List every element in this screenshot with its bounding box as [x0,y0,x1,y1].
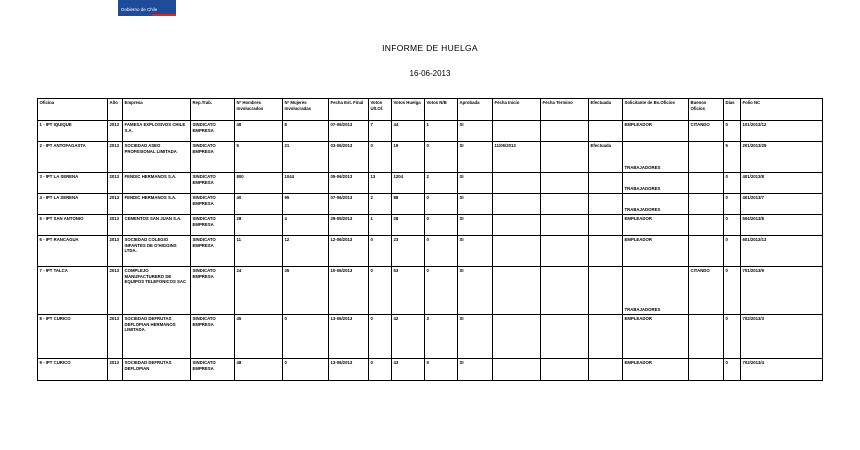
col-header: Rep.Trab. [191,99,235,121]
table-cell: 0 [283,359,329,381]
table-cell: 0 [724,215,741,236]
table-cell: SI [458,359,493,381]
table-cell [689,173,724,194]
table-cell: 2 [369,194,392,215]
table-cell [689,315,724,359]
table-cell: 0 [425,236,458,267]
table-cell: 11/06/2013 [493,142,541,173]
table-cell: SINDICATO EMPRESA [191,215,235,236]
table-cell: EMPLEADOR [623,236,689,267]
table-cell: 2013 [108,121,123,142]
table-row [38,121,823,142]
col-header: Fecha Termino [541,99,589,121]
table-cell: 28 [235,215,283,236]
table-cell: SI [458,315,493,359]
table-cell: 1 [425,121,458,142]
table-cell: FENDIC HERMANOS S.A. [123,194,191,215]
table-cell: SINDICATO EMPRESA [191,315,235,359]
table-cell [541,267,589,315]
table-cell: SINDICATO EMPRESA [191,194,235,215]
table-cell: 701/2013/9 [741,267,823,315]
table-cell: 4 - IPT LA SERENA [38,194,108,215]
table-cell: FAMESA EXPLOSIVOS CHILE S.A. [123,121,191,142]
table-cell: 4 [283,215,329,236]
table-cell [589,173,623,194]
table-cell: SI [458,236,493,267]
logo-text: Gobierno de Chile [118,0,176,14]
table-cell: 0 [724,236,741,267]
logo-flag-stripe [118,14,176,16]
col-header: Fecha Est. Final [329,99,369,121]
table-cell: 35 [283,267,329,315]
table-cell [589,215,623,236]
table-cell: 201/2013/29 [741,142,823,173]
col-header: Buenos Oficios [689,99,724,121]
table-cell: 23 [392,236,425,267]
table-cell: 03-06/2013 [329,142,369,173]
table-cell [541,194,589,215]
table-cell: 24 [235,267,283,315]
col-header: Oficina [38,99,108,121]
col-header: Nº Hombres Involucrados [235,99,283,121]
table-cell: 401/2013/7 [741,194,823,215]
table-cell: 5 [724,142,741,173]
table-cell [541,315,589,359]
table-cell: 0 [724,121,741,142]
table-cell [493,359,541,381]
table-cell: 5 - IPT SAN ANTONIO [38,215,108,236]
table-cell: 45 [235,315,283,359]
table-cell: TRABAJADORES [623,142,689,173]
table-cell: 88 [392,194,425,215]
table-cell [589,194,623,215]
table-cell [541,359,589,381]
table-cell: SOCIEDAD DEFRUTAS DEFLOPIAN [123,359,191,381]
table-cell: 19 [392,142,425,173]
table-cell: 13-06/2013 [329,315,369,359]
table-cell [493,215,541,236]
table-cell: 21 [283,142,329,173]
table-cell: SINDICATO EMPRESA [191,267,235,315]
report-title: INFORME DE HUELGA [382,43,478,53]
table-cell: 0 [369,359,392,381]
table-cell: TRABAJADORES [623,194,689,215]
col-header: Votos N/B [425,99,458,121]
table-cell: 43 [392,359,425,381]
table-cell: 8 [283,121,329,142]
table-cell: 0 [724,359,741,381]
table-cell: 12-06/2013 [329,236,369,267]
table-cell: 1 - IPT IQUIQUE [38,121,108,142]
table-cell: COMPLEJO MANUFACTURERO DE EQUIPOS TELEFONICOS SAC [123,267,191,315]
table-cell: EMPLEADOR [623,315,689,359]
table-cell [493,173,541,194]
table-cell: SINDICATO EMPRESA [191,173,235,194]
table-cell: 53 [392,267,425,315]
table-cell: 2013 [108,194,123,215]
table-cell: 40 [235,194,283,215]
table-cell: 3 [425,315,458,359]
table-row [38,359,823,381]
table-cell: SI [458,215,493,236]
table-cell [589,267,623,315]
table-cell: 44 [392,121,425,142]
table-cell: 13-06/2013 [329,359,369,381]
table-cell: 0 [724,194,741,215]
table-cell: Efectuada [589,142,623,173]
table-cell: EMPLEADOR [623,215,689,236]
table-cell: 401/2013/8 [741,173,823,194]
table-row [38,142,823,173]
table-cell: 0 [724,267,741,315]
table-cell: CITANDO [689,267,724,315]
table-row [38,173,823,194]
table-cell: 0 [369,236,392,267]
table-cell [589,359,623,381]
table-cell: 12 [283,236,329,267]
table-cell [589,236,623,267]
government-logo [118,0,176,14]
table-cell: 07-06/2013 [329,121,369,142]
report-date: 16-06-2013 [409,69,451,78]
table-cell: CITANDO [689,121,724,142]
table-cell: SOCIEDAD COLEGIO INFANTES DE O'HIGGINS LTDA. [123,236,191,267]
table-cell: 101/2013/12 [741,121,823,142]
table-body [38,121,823,381]
table-cell: 1204 [392,173,425,194]
table-cell: 1044 [283,173,329,194]
table-cell: 29-05/2013 [329,215,369,236]
table-cell: 2 - IPT ANTOFAGASTA [38,142,108,173]
table-cell: 0 [283,315,329,359]
col-header: Votos Huelga [392,99,425,121]
table-cell [689,236,724,267]
table-cell: 0 [724,173,741,194]
table-row [38,315,823,359]
table-cell [493,236,541,267]
table-cell [541,142,589,173]
table-cell: 5 [235,142,283,173]
table-cell: 2013 [108,215,123,236]
table-cell: 05-06/2013 [329,173,369,194]
table-cell: 11 [235,236,283,267]
table-cell [493,121,541,142]
table-cell: 2013 [108,359,123,381]
table-cell: SOCIEDAD ASEO PROFESIONAL LIMITADA [123,142,191,173]
table-cell [689,142,724,173]
table-header-row [38,99,823,121]
table-cell: 10-06/2013 [329,267,369,315]
table-cell: 48 [235,121,283,142]
table-cell [589,121,623,142]
table-cell [541,121,589,142]
table-cell: SI [458,194,493,215]
col-header: Nº Mujeres Involucradas [283,99,329,121]
table-cell: 2 [425,173,458,194]
table-cell [541,215,589,236]
table-cell: 7 - IPT TALCA [38,267,108,315]
table-cell: SI [458,267,493,315]
table-cell: 2013 [108,236,123,267]
table-cell: 504/2013/8 [741,215,823,236]
table-cell: FENDIC HERMANOS S.A. [123,173,191,194]
strike-report-table [37,98,823,381]
col-header: Días [724,99,741,121]
table-cell [589,315,623,359]
col-header: Empresa [123,99,191,121]
table-cell [689,215,724,236]
table-cell: 0 [369,315,392,359]
table-cell: 702/2013/3 [741,315,823,359]
table-cell: SI [458,173,493,194]
table-cell: 28 [392,215,425,236]
table-cell [493,315,541,359]
table-cell: SINDICATO EMPRESA [191,142,235,173]
col-header: Folio NC [741,99,823,121]
table-cell: 2013 [108,315,123,359]
table-cell [541,173,589,194]
table-cell: 48 [235,359,283,381]
col-header: Año [108,99,123,121]
table-cell: 0 [369,267,392,315]
table-cell: 601/2013/13 [741,236,823,267]
table-cell: 0 [425,267,458,315]
table-cell [493,194,541,215]
table-cell: 800 [235,173,283,194]
table-cell: 0 [724,315,741,359]
table-cell: 07-06/2013 [329,194,369,215]
table-cell: 9 - IPT CURICO [38,359,108,381]
col-header: Fecha Inicio [493,99,541,121]
table-cell: SOCIEDAD DEFRUTAS DEFLOPIAN HERMANOS LIMITADA [123,315,191,359]
table-cell: SI [458,121,493,142]
table-cell [493,267,541,315]
table-cell: TRABAJADORES [623,267,689,315]
table-cell: 42 [392,315,425,359]
table-cell: 2013 [108,173,123,194]
table-cell: EMPLEADOR [623,121,689,142]
table-cell: 3 - IPT LA SERENA [38,173,108,194]
table-cell: 95 [283,194,329,215]
table-cell: 5 [425,359,458,381]
table-cell: 8 - IPT CURICO [38,315,108,359]
table-row [38,236,823,267]
table-cell: SI [458,142,493,173]
col-header: Aprobada [458,99,493,121]
table-cell: 0 [369,142,392,173]
table-cell: 2013 [108,267,123,315]
table-cell: EMPLEADOR [623,359,689,381]
table-row [38,215,823,236]
col-header: Solicitante de Bs.Oficios [623,99,689,121]
col-header: Efectuada [589,99,623,121]
table-cell: TRABAJADORES [623,173,689,194]
table-cell: CEMENTOS SAN JUAN S.A. [123,215,191,236]
table-cell: SINDICATO EMPRESA [191,121,235,142]
table-cell: 0 [425,215,458,236]
table-cell: 0 [425,194,458,215]
table-cell: 6 - IPT RANCAGUA [38,236,108,267]
table-cell [689,359,724,381]
table-cell: 7 [369,121,392,142]
col-header: Votos Ult.Of. [369,99,392,121]
table-cell [541,236,589,267]
table-cell: 13 [369,173,392,194]
table-cell: 0 [425,142,458,173]
table-cell: 1 [369,215,392,236]
table-cell: 702/2013/4 [741,359,823,381]
table-row [38,194,823,215]
table-cell: SINDICATO EMPRESA [191,359,235,381]
table-cell: 2013 [108,142,123,173]
table-cell: SINDICATO EMPRESA [191,236,235,267]
table-cell [689,194,724,215]
table-row [38,267,823,315]
